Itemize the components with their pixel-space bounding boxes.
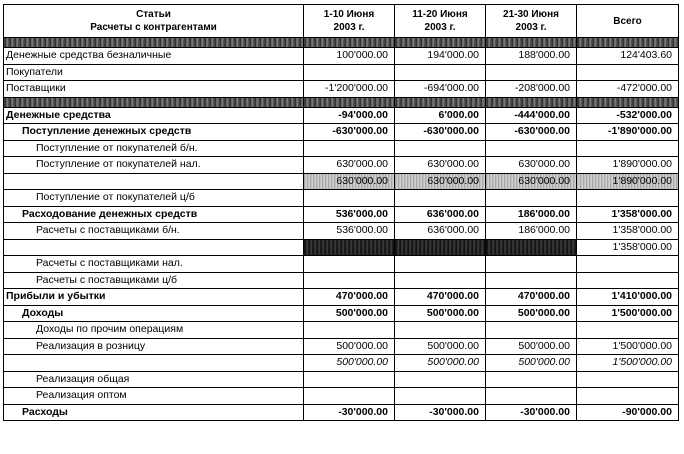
value-total: 1'358'000.00 bbox=[577, 239, 679, 256]
value-period-3: 500'000.00 bbox=[486, 355, 577, 372]
table-row bbox=[4, 355, 679, 372]
row-label: Поступление от покупателей нал. bbox=[4, 157, 304, 174]
header-row bbox=[4, 5, 679, 38]
table-row bbox=[4, 81, 679, 98]
row-label: Денежные средства безналичные bbox=[4, 48, 304, 65]
value-period-2: 630'000.00 bbox=[395, 173, 486, 190]
value-period-3: 186'000.00 bbox=[486, 206, 577, 223]
row-label: Реализация оптом bbox=[4, 388, 304, 405]
value-period-1: -630'000.00 bbox=[304, 124, 395, 141]
value-period-2: 500'000.00 bbox=[395, 355, 486, 372]
value-total: 1'358'000.00 bbox=[577, 223, 679, 240]
table-row bbox=[4, 190, 679, 207]
header-period-3-line1: 21-30 Июня bbox=[503, 9, 559, 20]
value-period-3 bbox=[486, 371, 577, 388]
value-period-1 bbox=[304, 272, 395, 289]
value-period-1: 500'000.00 bbox=[304, 305, 395, 322]
row-label: Реализация в розницу bbox=[4, 338, 304, 355]
value-period-2: 500'000.00 bbox=[395, 338, 486, 355]
value-period-1: 500'000.00 bbox=[304, 355, 395, 372]
table-row bbox=[4, 272, 679, 289]
value-total bbox=[577, 38, 679, 48]
value-period-2: -630'000.00 bbox=[395, 124, 486, 141]
value-total bbox=[577, 371, 679, 388]
value-period-3 bbox=[486, 64, 577, 81]
value-period-1: 630'000.00 bbox=[304, 173, 395, 190]
table-row bbox=[4, 124, 679, 141]
header-period-2-line2: 2003 г. bbox=[424, 22, 456, 33]
table-row bbox=[4, 338, 679, 355]
value-period-2 bbox=[395, 256, 486, 273]
header-period-1-line1: 1-10 Июня bbox=[323, 9, 375, 20]
value-total: 1'890'000.00 bbox=[577, 173, 679, 190]
value-period-1: 470'000.00 bbox=[304, 289, 395, 306]
value-period-1: 500'000.00 bbox=[304, 338, 395, 355]
value-period-1 bbox=[304, 322, 395, 339]
value-total bbox=[577, 322, 679, 339]
value-total bbox=[577, 272, 679, 289]
value-total: 1'890'000.00 bbox=[577, 157, 679, 174]
value-period-3: 188'000.00 bbox=[486, 48, 577, 65]
table-row bbox=[4, 157, 679, 174]
value-period-3: -208'000.00 bbox=[486, 81, 577, 98]
value-period-1 bbox=[304, 38, 395, 48]
value-period-1 bbox=[304, 64, 395, 81]
value-period-2 bbox=[395, 272, 486, 289]
header-period-2 bbox=[395, 5, 486, 38]
value-total: -472'000.00 bbox=[577, 81, 679, 98]
value-period-3: -444'000.00 bbox=[486, 107, 577, 124]
table-row bbox=[4, 256, 679, 273]
table-row bbox=[4, 239, 679, 256]
row-label: Доходы bbox=[4, 305, 304, 322]
value-total bbox=[577, 190, 679, 207]
value-period-3: -630'000.00 bbox=[486, 124, 577, 141]
value-period-1: 536'000.00 bbox=[304, 206, 395, 223]
table-row bbox=[4, 223, 679, 240]
value-period-3 bbox=[486, 322, 577, 339]
value-period-2: 636'000.00 bbox=[395, 206, 486, 223]
section-band-row bbox=[4, 38, 679, 48]
table-row bbox=[4, 371, 679, 388]
value-total: -90'000.00 bbox=[577, 404, 679, 421]
value-total: -532'000.00 bbox=[577, 107, 679, 124]
row-label bbox=[4, 38, 304, 48]
table-row bbox=[4, 107, 679, 124]
row-label: Реализация общая bbox=[4, 371, 304, 388]
value-period-3 bbox=[486, 239, 577, 256]
header-label-line2: Расчеты с контрагентами bbox=[90, 22, 217, 33]
value-period-2: 636'000.00 bbox=[395, 223, 486, 240]
header-label-cell bbox=[4, 5, 304, 38]
row-label bbox=[4, 173, 304, 190]
value-period-2 bbox=[395, 140, 486, 157]
value-period-1: 536'000.00 bbox=[304, 223, 395, 240]
value-period-2 bbox=[395, 371, 486, 388]
table-row bbox=[4, 64, 679, 81]
row-label bbox=[4, 239, 304, 256]
value-period-3 bbox=[486, 190, 577, 207]
value-period-1 bbox=[304, 371, 395, 388]
row-label: Доходы по прочим операциям bbox=[4, 322, 304, 339]
value-period-3 bbox=[486, 272, 577, 289]
value-period-2 bbox=[395, 38, 486, 48]
value-period-2 bbox=[395, 190, 486, 207]
report-table bbox=[3, 4, 679, 421]
value-total: 1'500'000.00 bbox=[577, 355, 679, 372]
value-period-1 bbox=[304, 140, 395, 157]
value-total: -1'890'000.00 bbox=[577, 124, 679, 141]
value-period-2: 630'000.00 bbox=[395, 157, 486, 174]
row-label bbox=[4, 355, 304, 372]
table-row bbox=[4, 388, 679, 405]
value-period-2: -30'000.00 bbox=[395, 404, 486, 421]
header-period-3-line2: 2003 г. bbox=[515, 22, 547, 33]
value-period-1 bbox=[304, 256, 395, 273]
value-period-3: 500'000.00 bbox=[486, 338, 577, 355]
row-label: Покупатели bbox=[4, 64, 304, 81]
value-period-3: 500'000.00 bbox=[486, 305, 577, 322]
table-row bbox=[4, 48, 679, 65]
section-band-row bbox=[4, 97, 679, 107]
row-label: Поступление от покупателей ц/б bbox=[4, 190, 304, 207]
value-period-2: 194'000.00 bbox=[395, 48, 486, 65]
value-period-2: 500'000.00 bbox=[395, 305, 486, 322]
row-label: Расчеты с поставщиками ц/б bbox=[4, 272, 304, 289]
header-period-1-line2: 2003 г. bbox=[333, 22, 365, 33]
table-row bbox=[4, 322, 679, 339]
value-period-1: 100'000.00 bbox=[304, 48, 395, 65]
value-period-3: 630'000.00 bbox=[486, 173, 577, 190]
value-period-2 bbox=[395, 388, 486, 405]
value-period-2: -694'000.00 bbox=[395, 81, 486, 98]
row-label: Поступление денежных средств bbox=[4, 124, 304, 141]
header-total-line1: Всего bbox=[613, 15, 642, 27]
value-period-2 bbox=[395, 322, 486, 339]
row-label: Поставщики bbox=[4, 81, 304, 98]
table-row bbox=[4, 140, 679, 157]
table-row bbox=[4, 206, 679, 223]
value-period-3: 186'000.00 bbox=[486, 223, 577, 240]
value-period-3: 630'000.00 bbox=[486, 157, 577, 174]
value-total bbox=[577, 64, 679, 81]
value-period-1: -1'200'000.00 bbox=[304, 81, 395, 98]
value-total: 1'410'000.00 bbox=[577, 289, 679, 306]
value-period-3 bbox=[486, 38, 577, 48]
value-period-2: 6'000.00 bbox=[395, 107, 486, 124]
value-period-1: -30'000.00 bbox=[304, 404, 395, 421]
header-period-1 bbox=[304, 5, 395, 38]
value-period-1 bbox=[304, 190, 395, 207]
header-period-3 bbox=[486, 5, 577, 38]
value-total bbox=[577, 140, 679, 157]
row-label: Денежные средства bbox=[4, 107, 304, 124]
row-label: Поступление от покупателей б/н. bbox=[4, 140, 304, 157]
value-total bbox=[577, 256, 679, 273]
value-period-3 bbox=[486, 97, 577, 107]
row-label: Расходы bbox=[4, 404, 304, 421]
table-row bbox=[4, 305, 679, 322]
value-total: 1'358'000.00 bbox=[577, 206, 679, 223]
value-period-2 bbox=[395, 239, 486, 256]
table-row bbox=[4, 289, 679, 306]
value-period-3 bbox=[486, 140, 577, 157]
value-total bbox=[577, 97, 679, 107]
report-body bbox=[4, 5, 679, 421]
value-period-2 bbox=[395, 97, 486, 107]
row-label: Прибыли и убытки bbox=[4, 289, 304, 306]
value-period-3: -30'000.00 bbox=[486, 404, 577, 421]
row-label: Расчеты с поставщиками нал. bbox=[4, 256, 304, 273]
value-period-1 bbox=[304, 388, 395, 405]
row-label: Расходование денежных средств bbox=[4, 206, 304, 223]
value-period-1 bbox=[304, 239, 395, 256]
row-label: Расчеты с поставщиками б/н. bbox=[4, 223, 304, 240]
value-period-3 bbox=[486, 256, 577, 273]
header-total bbox=[577, 5, 679, 38]
value-total: 1'500'000.00 bbox=[577, 338, 679, 355]
value-period-3: 470'000.00 bbox=[486, 289, 577, 306]
table-row bbox=[4, 404, 679, 421]
value-period-1 bbox=[304, 97, 395, 107]
value-period-2: 470'000.00 bbox=[395, 289, 486, 306]
value-period-2 bbox=[395, 64, 486, 81]
value-total: 1'500'000.00 bbox=[577, 305, 679, 322]
table-row bbox=[4, 173, 679, 190]
header-period-2-line1: 11-20 Июня bbox=[412, 9, 468, 20]
value-total bbox=[577, 388, 679, 405]
row-label bbox=[4, 97, 304, 107]
value-period-1: -94'000.00 bbox=[304, 107, 395, 124]
value-period-3 bbox=[486, 388, 577, 405]
value-total: 124'403.60 bbox=[577, 48, 679, 65]
header-label-line1: Статьи bbox=[136, 9, 171, 20]
value-period-1: 630'000.00 bbox=[304, 157, 395, 174]
